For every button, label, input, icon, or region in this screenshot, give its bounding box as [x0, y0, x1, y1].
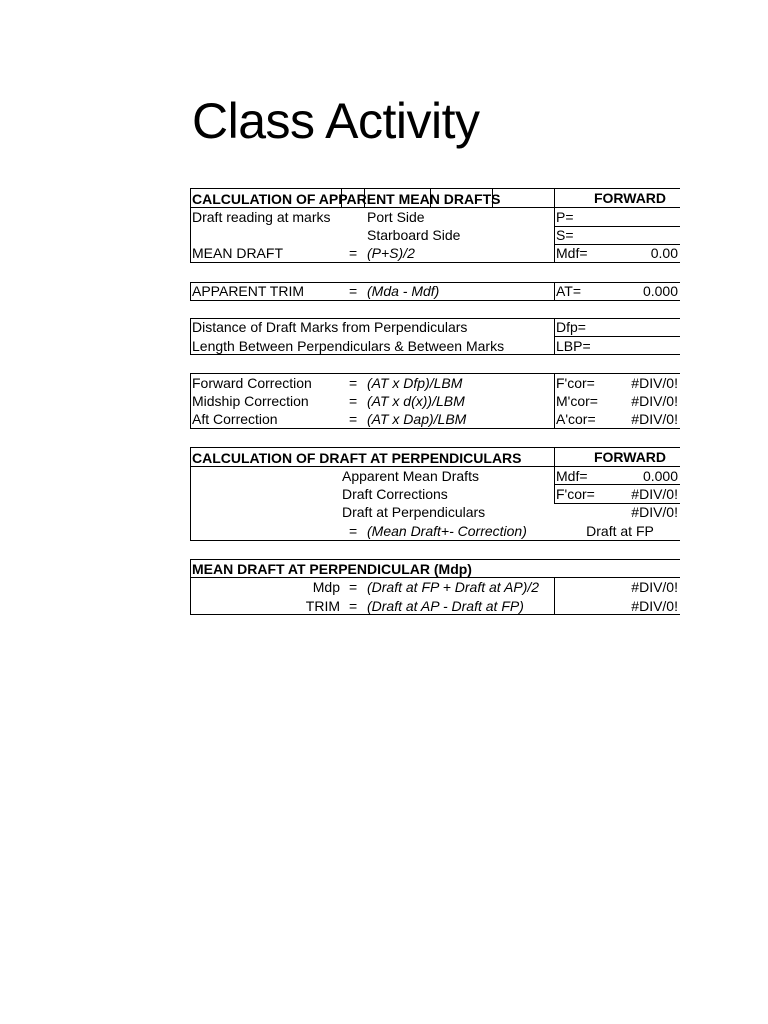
table-border-left — [190, 188, 191, 263]
equals-sign: = — [349, 375, 358, 391]
mdf-value: 0.000 — [642, 468, 678, 484]
mdp-label: Mdp — [312, 579, 340, 595]
correction-key: A'cor= — [556, 411, 596, 427]
draft-reading-label: Draft reading at marks — [192, 209, 331, 225]
mdf-label: Mdf= — [556, 245, 588, 261]
correction-key: F'cor= — [556, 375, 595, 391]
s-label: S= — [556, 227, 574, 243]
mean-draft-label: MEAN DRAFT — [192, 245, 283, 261]
equals-sign: = — [349, 523, 358, 539]
table-border-left — [190, 447, 191, 541]
section-header: MEAN DRAFT AT PERPENDICULAR (Mdp) — [192, 561, 472, 577]
draft-at-fp-label: Draft at FP — [586, 523, 654, 539]
starboard-side-label: Starboard Side — [367, 227, 461, 243]
draft-at-perpendiculars-label: Draft at Perpendiculars — [342, 504, 486, 520]
trim-label: TRIM — [305, 598, 340, 614]
trim-value: #DIV/0! — [631, 598, 678, 614]
port-side-label: Port Side — [367, 209, 425, 225]
mdf-value: 0.00 — [650, 245, 678, 261]
table-border-bottom — [190, 300, 680, 301]
dfp-label: Dfp= — [556, 319, 586, 335]
mdp-formula: (Draft at FP + Draft at AP)/2 — [367, 579, 540, 595]
section-header: CALCULATION OF DRAFT AT PERPENDICULARS — [192, 450, 522, 466]
forward-header: FORWARD — [593, 449, 667, 465]
table-border-divider — [554, 188, 555, 263]
at-value: 0.000 — [642, 283, 678, 299]
table-border-divider — [554, 318, 555, 355]
draft-corrections-label: Draft Corrections — [342, 486, 448, 502]
equals-sign: = — [349, 393, 358, 409]
correction-formula: (AT x Dap)/LBM — [367, 411, 467, 427]
equals-sign: = — [349, 598, 358, 614]
correction-formula: (AT x Dfp)/LBM — [367, 375, 463, 391]
correction-value: #DIV/0! — [631, 393, 678, 409]
equals-sign: = — [349, 283, 358, 299]
equals-sign: = — [349, 245, 358, 261]
mdf-label: Mdf= — [556, 468, 588, 484]
table-border-divider — [554, 282, 555, 301]
correction-value: #DIV/0! — [631, 375, 678, 391]
fcor-value: #DIV/0! — [631, 486, 678, 502]
table-border-bottom — [190, 428, 680, 429]
trim-formula: (Draft at AP - Draft at FP) — [367, 598, 524, 614]
mean-draft-correction-formula: (Mean Draft+- Correction) — [367, 523, 527, 539]
at-label: AT= — [556, 283, 582, 299]
table-border-divider — [554, 577, 555, 615]
correction-label: Forward Correction — [192, 375, 312, 391]
correction-value: #DIV/0! — [631, 411, 678, 427]
lbp-label: LBP= — [556, 338, 591, 354]
apparent-trim-label: APPARENT TRIM — [192, 283, 305, 299]
table-border-left — [190, 559, 191, 615]
equals-sign: = — [349, 579, 358, 595]
correction-label: Midship Correction — [192, 393, 309, 409]
table-border-bottom — [190, 540, 680, 541]
p-label: P= — [556, 209, 574, 225]
table-border-left — [190, 318, 191, 355]
correction-key: M'cor= — [556, 393, 598, 409]
apparent-trim-formula: (Mda - Mdf) — [367, 283, 440, 299]
distance-draft-marks-label: Distance of Draft Marks from Perpendiculars — [192, 319, 468, 335]
table-border-divider — [554, 373, 555, 429]
table-border-bottom — [190, 262, 680, 263]
apparent-mean-drafts-label: Apparent Mean Drafts — [342, 468, 479, 484]
perp-value: #DIV/0! — [631, 504, 678, 520]
fcor-label: F'cor= — [556, 486, 595, 502]
mean-draft-formula: (P+S)/2 — [367, 245, 415, 261]
correction-formula: (AT x d(x))/LBM — [367, 393, 465, 409]
table-border-divider — [554, 447, 555, 503]
table-border-left — [190, 282, 191, 301]
section-header: CALCULATION OF APPARENT MEAN DRAFTS — [192, 191, 501, 207]
forward-header: FORWARD — [593, 190, 667, 206]
page-title: Class Activity — [192, 93, 480, 149]
table-border-left — [190, 373, 191, 429]
length-between-perpendiculars-label: Length Between Perpendiculars & Between Marks — [192, 338, 505, 354]
mdp-value: #DIV/0! — [631, 579, 678, 595]
equals-sign: = — [349, 411, 358, 427]
correction-label: Aft Correction — [192, 411, 278, 427]
